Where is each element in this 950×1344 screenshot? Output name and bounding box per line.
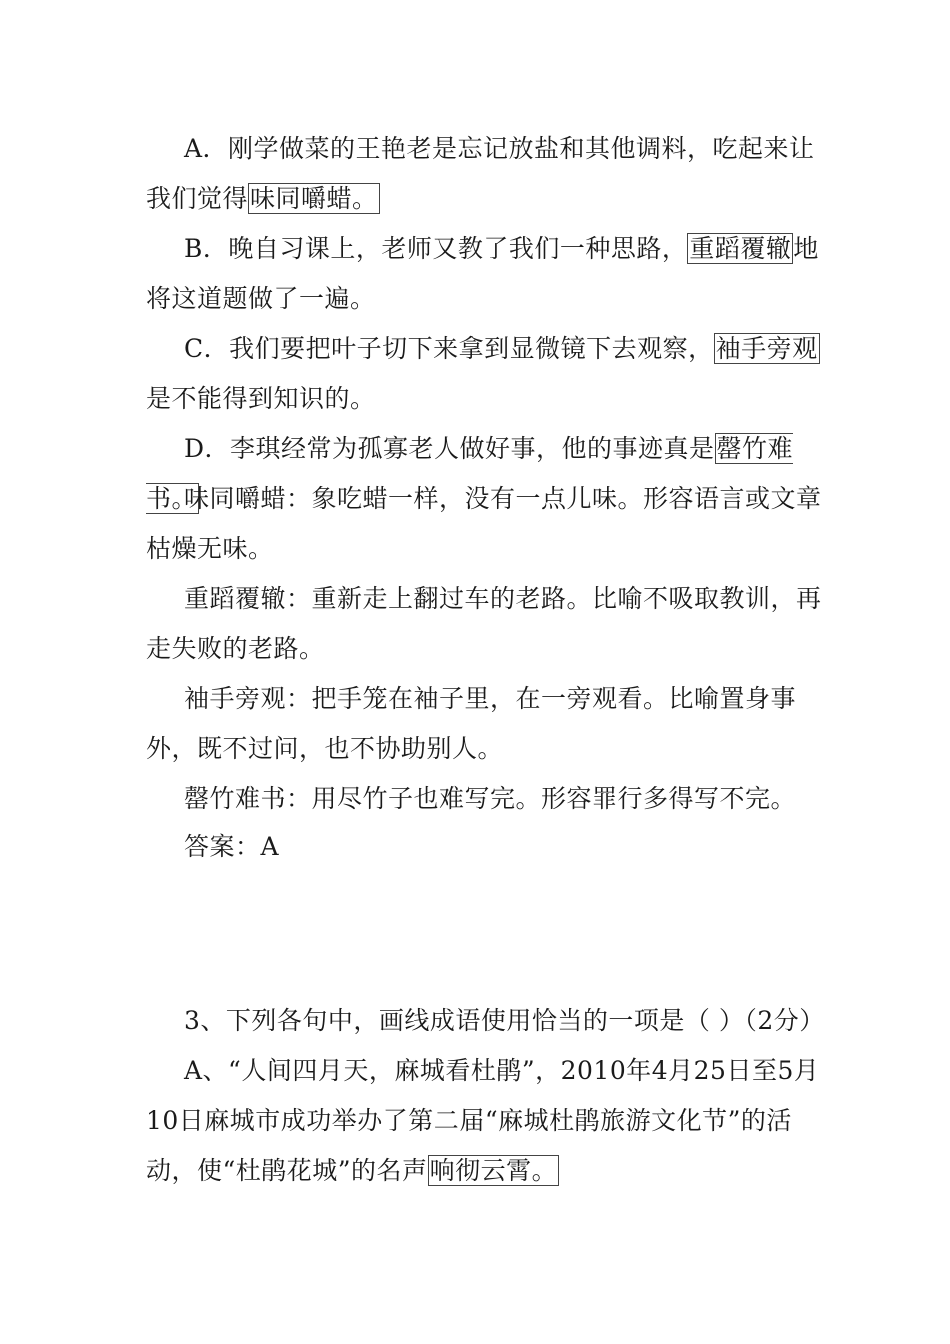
explanation-2: 重蹈覆辙：重新走上翻过车的老路。比喻不吸取教训，再走失败的老路。 — [146, 584, 822, 663]
q2-option-c — [146, 324, 826, 424]
explanation-1: 味同嚼蜡：象吃蜡一样，没有一点儿味。形容语言或文章枯燥无味。 — [146, 484, 822, 563]
q3-stem: 3、下列各句中，画线成语使用恰当的一项是（ ）（2分） — [184, 1006, 825, 1035]
q3-option-a-idiom: 响彻云霄。 — [429, 1156, 558, 1185]
option-c-idiom: 袖手旁观 — [715, 334, 818, 363]
option-c-tail: 是不能得到知识的。 — [146, 384, 376, 413]
option-d-idiom: 罄竹难书。 — [146, 434, 794, 513]
option-b-lead: B．晚自习课上，老师又教了我们一种思路， — [184, 234, 688, 263]
option-a-idiom: 味同嚼蜡。 — [250, 184, 378, 213]
answer-line: 答案：A — [184, 832, 280, 861]
option-b-tail: 地将这道题做了一遍。 — [146, 234, 819, 313]
option-a-lead: A．刚学做菜的王艳老是忘记放盐和其他调料，吃起来让我们觉得 — [146, 134, 815, 213]
explanation-3: 袖手旁观：把手笼在袖子里，在一旁观看。比喻置身事外，既不过问，也不协助别人。 — [146, 684, 797, 763]
q3-option-a-lead: A、“人间四月天，麻城看杜鹃”，2010年4月25日至5月10日麻城市成功举办了第二届“麻城杜鹃旅游文化节”的活动，使“杜鹃花城”的名声 — [146, 1056, 820, 1185]
q2-option-a — [146, 124, 826, 224]
option-c-lead: C．我们要把叶子切下来拿到显微镜下去观察， — [184, 334, 714, 363]
option-d-lead: D．李琪经常为孤寡老人做好事，他的事迹真是 — [184, 434, 715, 463]
explanation-4: 罄竹难书：用尽竹子也难写完。形容罪行多得写不完。 — [184, 784, 797, 813]
q2-option-b — [146, 224, 826, 324]
q3-option-a — [146, 1046, 826, 1196]
option-b-idiom: 重蹈覆辙 — [689, 234, 792, 263]
